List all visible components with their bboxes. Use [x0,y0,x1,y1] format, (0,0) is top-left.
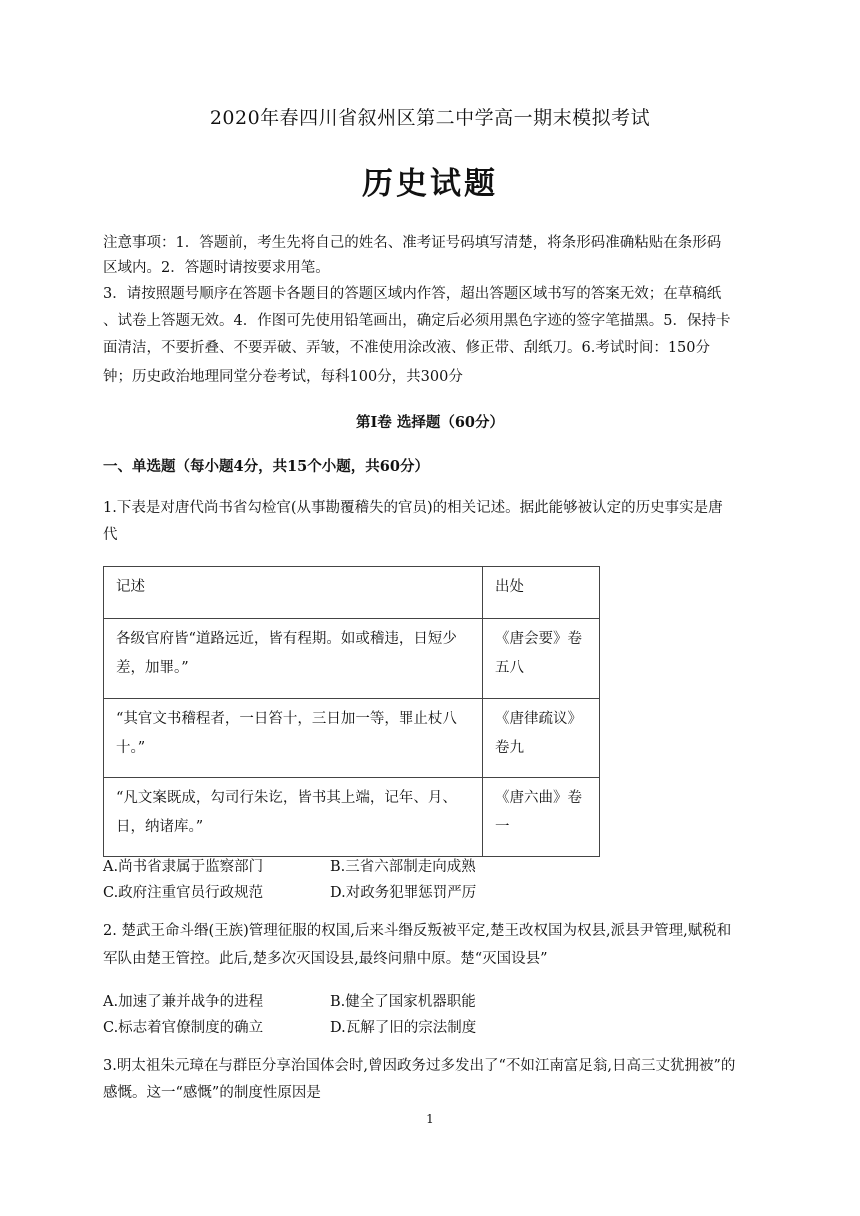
question-3-stem: 3.明太祖朱元璋在与群臣分享治国体会时,曾因政务过多发出了“不如江南富足翁,日高三丈犹拥被”的 [103,1058,736,1074]
section-title: 一、单选题（每小题4分，共15个小题，共60分） [103,458,429,475]
notice-line: 、试卷上答题无效。4．作图可先使用铅笔画出，确定后必须用黑色字迹的签字笔描黑。5．保持卡 [103,313,731,329]
exam-title: 2020年春四川省叙州区第二中学高一期末模拟考试 [209,107,651,129]
question-1-option-a: A.尚书省隶属于监察部门 [103,859,264,875]
table-row [104,778,600,857]
page-number: 1 [426,1112,434,1126]
question-2-stem: 2. 楚武王命斗缗(王族)管理征服的权国,后来斗缗反叛被平定,楚王改权国为权县,派县尹管理,赋税和 [103,923,732,939]
table-cell-record: 各级官府皆“道路远近，皆有程期。如或稽违，日短少 差，加罪。” [104,619,483,699]
notice-line: 3．请按照题号顺序在答题卡各题目的答题区域内作答，超出答题区域书写的答案无效；在草稿纸 [103,286,722,302]
notice-line: 面清洁，不要折叠、不要弄破、弄皱，不准使用涂改液、修正带、刮纸刀。6.考试时间：150分 [103,340,711,356]
question-2-option-a: A.加速了兼并战争的进程 [103,994,264,1010]
part-title: 第Ⅰ卷 选择题（60分） [355,414,504,431]
question-1-stem: 1.下表是对唐代尚书省勾检官(从事勘覆稽失的官员)的相关记述。据此能够被认定的历史事实是唐 [103,500,723,516]
question-2-option-d: D.瓦解了旧的宗法制度 [330,1020,477,1036]
notice-line: 钟；历史政治地理同堂分卷考试，每科100分，共300分 [103,369,463,385]
notice-line: 区域内。2．答题时请按要求用笔。 [103,260,330,276]
question-2-option-c: C.标志着官僚制度的确立 [103,1020,264,1036]
question-2-option-b: B.健全了国家机器职能 [330,994,476,1010]
question-1-option-b: B.三省六部制走向成熟 [330,859,476,875]
question-3-stem: 感慨。这一“感慨”的制度性原因是 [103,1085,321,1101]
table-row [104,567,600,619]
table-row [104,619,600,699]
table-header-source: 出处 [483,567,600,619]
table-cell-source: 《唐律疏议》 卷九 [483,699,600,778]
question-1-option-d: D.对政务犯罪惩罚严厉 [330,885,477,901]
table-cell-record: “凡文案既成，勾司行朱讫，皆书其上端，记年、月、 日，纳诸库。” [104,778,483,857]
table-header-record: 记述 [104,567,483,619]
question-1-table [103,566,600,857]
table-cell-source: 《唐六曲》卷 一 [483,778,600,857]
table-row [104,699,600,778]
table-cell-source: 《唐会要》卷 五八 [483,619,600,699]
subject-title: 历史试题 [362,166,498,202]
table-cell-record: “其官文书稽程者，一日笞十，三日加一等，罪止杖八 十。” [104,699,483,778]
question-1-stem: 代 [103,527,118,543]
question-2-stem: 军队由楚王管控。此后,楚多次灭国设县,最终问鼎中原。楚“灭国设县” [103,951,548,967]
notice-line: 注意事项：1．答题前，考生先将自己的姓名、准考证号码填写清楚，将条形码准确粘贴在条形码 [103,235,722,251]
question-1-option-c: C.政府注重官员行政规范 [103,885,264,901]
